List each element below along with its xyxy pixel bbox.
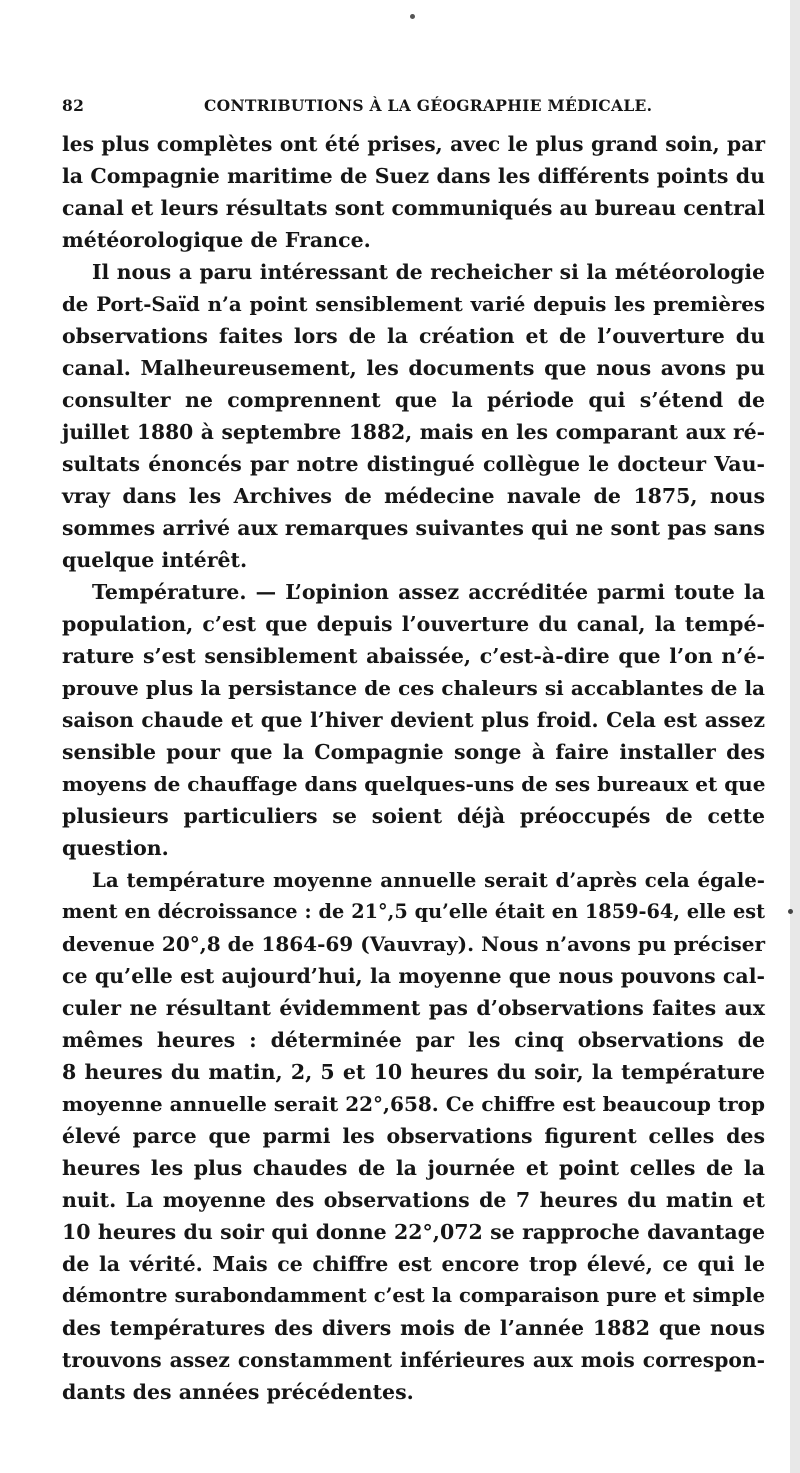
text-line: population, c’est que depuis l’ouverture du canal, la tempé- xyxy=(62,612,765,636)
text-line: les plus complètes ont été prises, avec le plus grand soin, par xyxy=(62,132,765,156)
page-number: 82 xyxy=(62,96,85,115)
text-line: observations faites lors de la création et de l’ouverture du xyxy=(62,324,765,348)
text-line: quelque intérêt. xyxy=(62,548,248,572)
text-line: des températures des divers mois de l’année 1882 que nous xyxy=(62,1316,765,1340)
text-line: juillet 1880 à septembre 1882, mais en les comparant aux ré- xyxy=(62,420,765,444)
text-line: La température moyenne annuelle serait d’après cela égale- xyxy=(92,868,765,892)
text-line: sensible pour que la Compagnie songe à faire installer des xyxy=(62,740,765,764)
text-line: Température. — L’opinion assez accréditée parmi toute la xyxy=(92,580,765,604)
print-speck xyxy=(788,909,793,914)
text-line: culer ne résultant évidemment pas d’observations faites aux xyxy=(62,996,765,1020)
text-line: élevé parce que parmi les observations figurent celles des xyxy=(62,1124,765,1148)
text-line: moyens de chauffage dans quelques-uns de ses bureaux et que xyxy=(62,772,766,796)
text-line: de Port-Saïd n’a point sensiblement varié depuis les premières xyxy=(62,292,765,316)
text-line: Il nous a paru intéressant de recheicher si la météorologie xyxy=(92,260,765,284)
running-header xyxy=(62,96,758,120)
text-line: prouve plus la persistance de ces chaleurs si accablantes de la xyxy=(62,676,765,700)
text-line: vray dans les Archives de médecine navale de 1875, nous xyxy=(62,484,765,508)
text-line: 10 heures du soir qui donne 22°,072 se rapproche davantage xyxy=(62,1220,765,1244)
text-line: la Compagnie maritime de Suez dans les différents points du xyxy=(62,164,765,188)
text-line: 8 heures du matin, 2, 5 et 10 heures du soir, la température xyxy=(62,1060,765,1084)
text-line: ce qu’elle est aujourd’hui, la moyenne que nous pouvons cal- xyxy=(62,964,765,988)
text-line: nuit. La moyenne des observations de 7 heures du matin et xyxy=(62,1188,765,1212)
text-line: rature s’est sensiblement abaissée, c’est-à-dire que l’on n’é- xyxy=(62,644,765,668)
text-line: dants des années précédentes. xyxy=(62,1380,414,1404)
text-line: ment en décroissance : de 21°,5 qu’elle était en 1859-64, elle est xyxy=(62,900,765,923)
text-line: météorologique de France. xyxy=(62,228,371,252)
text-line: heures les plus chaudes de la journée et point celles de la xyxy=(62,1156,765,1180)
text-line: devenue 20°,8 de 1864-69 (Vauvray). Nous n’avons pu préciser xyxy=(62,932,765,956)
text-line: trouvons assez constamment inférieures aux mois correspon- xyxy=(62,1348,765,1372)
text-line: consulter ne comprennent que la période qui s’étend de xyxy=(62,388,765,412)
running-title: CONTRIBUTIONS À LA GÉOGRAPHIE MÉDICALE. xyxy=(204,96,653,115)
text-line: démontre surabondamment c’est la comparaison pure et simple xyxy=(62,1284,765,1307)
text-line: sultats énoncés par notre distingué collègue le docteur Vau- xyxy=(62,452,765,476)
text-line: mêmes heures : déterminée par les cinq observations de xyxy=(62,1028,765,1052)
text-line: canal. Malheureusement, les documents que nous avons pu xyxy=(62,356,765,380)
text-line: canal et leurs résultats sont communiqués au bureau central xyxy=(62,196,766,220)
text-line: saison chaude et que l’hiver devient plus froid. Cela est assez xyxy=(62,708,765,732)
text-line: de la vérité. Mais ce chiffre est encore trop élevé, ce qui le xyxy=(62,1252,765,1276)
text-line: plusieurs particuliers se soient déjà préoccupés de cette xyxy=(62,804,765,828)
text-line: sommes arrivé aux remarques suivantes qui ne sont pas sans xyxy=(62,516,765,540)
page-edge-shadow xyxy=(790,0,800,1473)
text-line: moyenne annuelle serait 22°,658. Ce chiffre est beaucoup trop xyxy=(62,1092,765,1116)
text-line: question. xyxy=(62,836,169,860)
print-speck xyxy=(410,14,415,19)
